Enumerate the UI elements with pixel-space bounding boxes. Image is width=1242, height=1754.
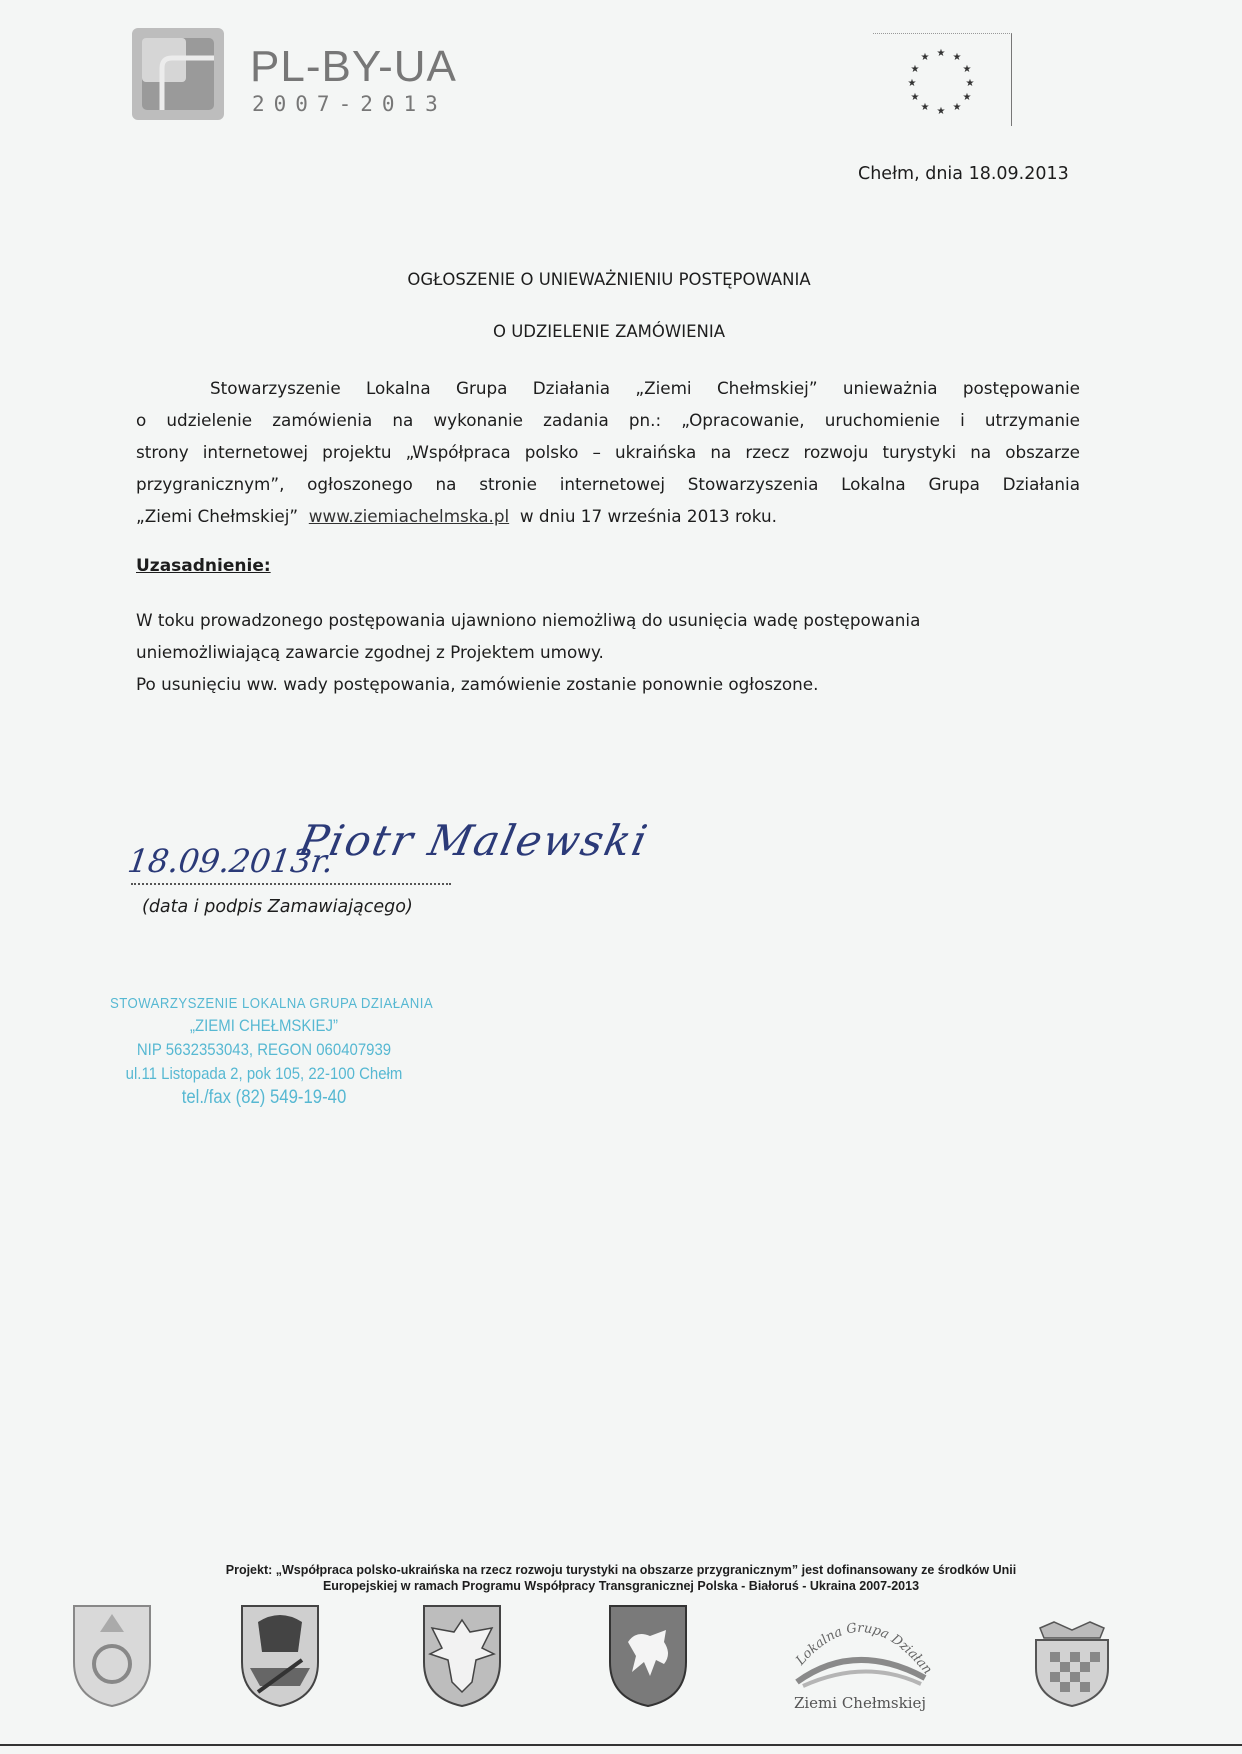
justification-line-2: uniemożliwiającą zawarcie zgodnej z Projektem umowy. bbox=[136, 642, 604, 662]
document-date: Chełm, dnia 18.09.2013 bbox=[858, 164, 1069, 184]
body-line-4: przygranicznym”, ogłoszonego na stronie internetowej Stowarzyszenia Lokalna Grupa Działania bbox=[136, 474, 1080, 494]
crest-1-icon bbox=[70, 1602, 154, 1710]
logo-years: 2007-2013 bbox=[252, 92, 447, 116]
signature-handwritten-date: 18.09.2013r. bbox=[125, 842, 336, 880]
stamp-line-3: NIP 5632353043, REGON 060407939 bbox=[136, 1040, 392, 1059]
justification-line-1: W toku prowadzonego postępowania ujawniono niemożliwą do usunięcia wadę postępowania bbox=[136, 610, 921, 630]
stamp-line-1: STOWARZYSZENIE LOKALNA GRUPA DZIAŁANIA bbox=[110, 995, 434, 1012]
stamp-line-2: „ZIEMI CHEŁMSKIEJ” bbox=[190, 1016, 338, 1035]
body-line-1: Stowarzyszenie Lokalna Grupa Działania „Ziemi Chełmskiej” unieważnia postępowanie bbox=[210, 378, 1080, 398]
lgd-logo-arc-text: Lokalna Grupa Działan bbox=[793, 1620, 935, 1678]
svg-text:★: ★ bbox=[962, 64, 972, 75]
body-line-3: strony internetowej projektu „Współpraca polsko – ukraińska na rzecz rozwoju turystyki na obszarze bbox=[136, 442, 1080, 462]
stamp-line-5: tel./fax (82) 549-19-40 bbox=[181, 1087, 347, 1108]
signature-dotted-line bbox=[131, 883, 451, 885]
crest-4-horse-icon bbox=[606, 1602, 690, 1710]
document-title: OGŁOSZENIE O UNIEWAŻNIENIU POSTĘPOWANIA bbox=[407, 270, 811, 289]
justification-heading: Uzasadnienie: bbox=[136, 556, 271, 576]
svg-text:★: ★ bbox=[936, 106, 946, 117]
page-bottom-border bbox=[0, 1744, 1242, 1746]
body-line-5 bbox=[136, 506, 777, 526]
crest-3-eagle-icon bbox=[420, 1602, 504, 1710]
lgd-logo-name: Ziemi Chełmskiej bbox=[793, 1694, 927, 1712]
svg-text:★: ★ bbox=[910, 92, 920, 103]
website-link[interactable]: www.ziemiachelmska.pl bbox=[308, 506, 510, 526]
svg-text:★: ★ bbox=[910, 64, 920, 75]
body-line-2: o udzielenie zamówienia na wykonanie zadania pn.: „Opracowanie, uruchomienie i utrzymanie bbox=[136, 410, 1080, 430]
svg-text:★: ★ bbox=[936, 48, 946, 59]
svg-text:Lokalna Grupa Działania bbox=[775, 1598, 935, 1677]
pl-by-ua-logo-mark bbox=[132, 28, 224, 120]
document-subtitle: O UDZIELENIE ZAMÓWIENIA bbox=[492, 322, 726, 341]
body-line-5-suffix: w dniu 17 września 2013 roku. bbox=[519, 506, 777, 526]
footer-line-1: Projekt: „Współpraca polsko-ukraińska na rzecz rozwoju turystyki na obszarze przygranicznym” jest dofinansowany ze środków Unii bbox=[225, 1563, 1017, 1577]
svg-text:★: ★ bbox=[920, 102, 930, 113]
svg-text:★: ★ bbox=[965, 78, 975, 89]
signature-caption: (data i podpis Zamawiającego) bbox=[142, 897, 413, 917]
justification-line-3: Po usunięciu ww. wady postępowania, zamówienie zostanie ponownie ogłoszone. bbox=[136, 674, 819, 694]
logo-title: PL-BY-UA bbox=[250, 42, 457, 91]
lgd-ziemi-chelmskiej-logo bbox=[775, 1598, 945, 1718]
stamp-line-4: ul.11 Listopada 2, pok 105, 22-100 Chełm bbox=[125, 1064, 403, 1083]
svg-text:★: ★ bbox=[920, 52, 930, 63]
organization-stamp bbox=[110, 995, 434, 1109]
footer-line-2: Europejskiej w ramach Programu Współpracy Transgranicznej Polska - Białoruś - Ukraina 2007-2013 bbox=[322, 1579, 920, 1593]
body-line-5-prefix: „Ziemi Chełmskiej” bbox=[136, 506, 299, 526]
eu-flag-icon bbox=[873, 33, 1012, 126]
crest-2-icon bbox=[238, 1602, 322, 1710]
svg-text:★: ★ bbox=[907, 78, 917, 89]
svg-text:★: ★ bbox=[962, 92, 972, 103]
svg-text:★: ★ bbox=[952, 102, 962, 113]
signature-handwritten-name: Piotr Malewski bbox=[294, 816, 654, 865]
crest-6-icon bbox=[1030, 1602, 1114, 1710]
svg-text:★: ★ bbox=[952, 52, 962, 63]
